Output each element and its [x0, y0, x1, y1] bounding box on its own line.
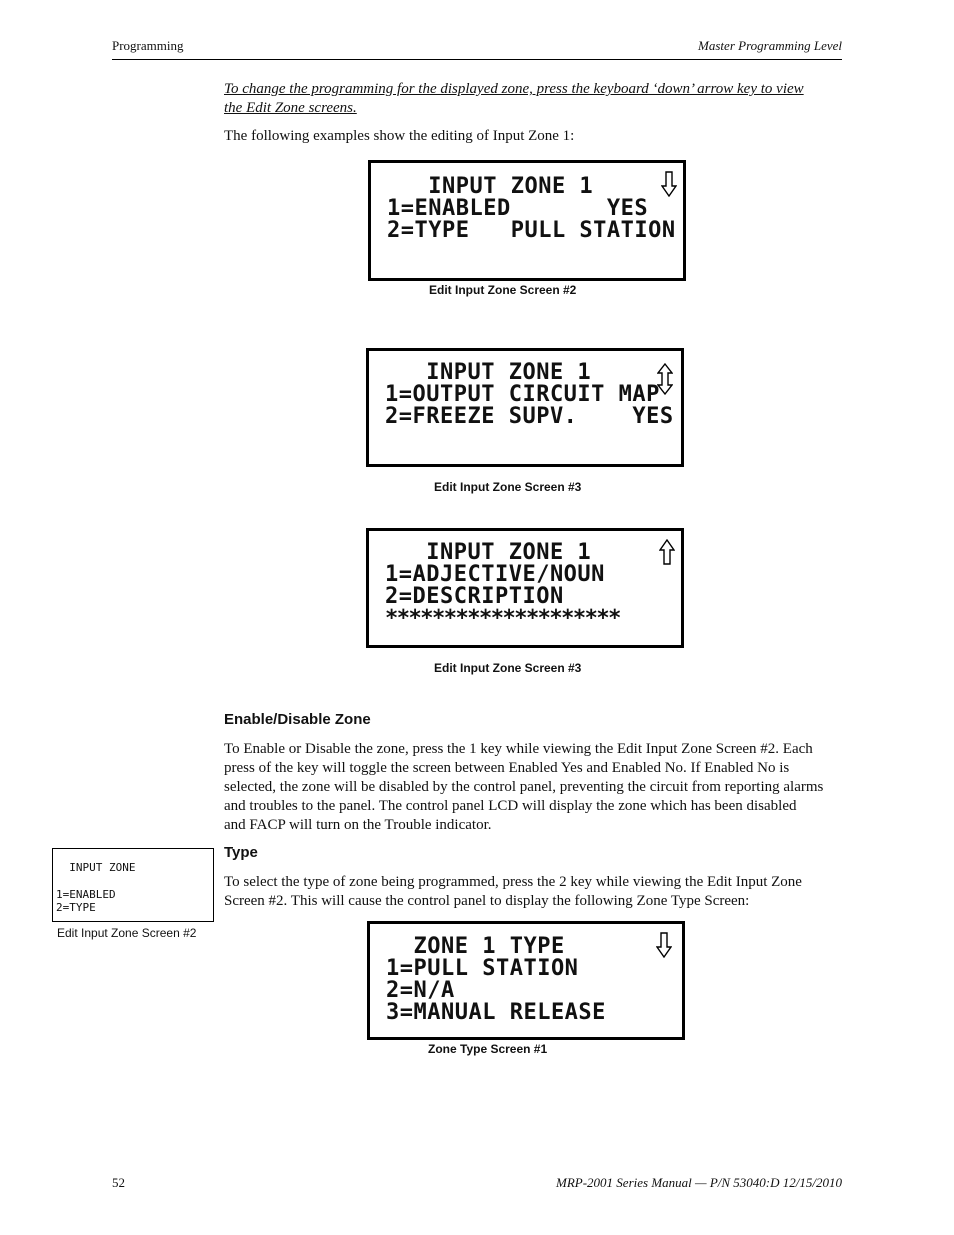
type-paragraph-line: To select the type of zone being programmed, press the 2 key while viewing the Edit Input Zone	[224, 874, 802, 890]
caption-edit-input-zone-2: Edit Input Zone Screen #2	[429, 283, 577, 297]
lcd-line: 1=OUTPUT CIRCUIT MAP	[385, 382, 660, 407]
lcd-line: ZONE 1 TYPE	[386, 934, 565, 959]
lcd-line: INPUT ZONE 1	[385, 360, 592, 385]
examples-text: The following examples show the editing of Input Zone 1:	[224, 128, 575, 144]
enable-paragraph-line: press of the key will toggle the screen between Enabled Yes and Enabled No. If Enabled No is	[224, 760, 790, 776]
caption-zone-type-1: Zone Type Screen #1	[428, 1042, 548, 1056]
lcd-screen-zone-type-1	[367, 921, 685, 1040]
header-chapter-title: Master Programming Level	[698, 38, 842, 53]
lcd-line: 1=ADJECTIVE/NOUN	[385, 562, 605, 587]
down-arrow-icon	[661, 171, 677, 197]
intro-line-2: the Edit Zone screens.	[224, 100, 357, 116]
lcd-screen-edit-input-zone-3b	[366, 528, 684, 648]
side-lcd-line: INPUT ZONE	[56, 861, 136, 874]
lcd-line: 3=MANUAL RELEASE	[386, 1000, 606, 1025]
lcd-line: 1=PULL STATION	[386, 956, 579, 981]
page-number: 52	[112, 1175, 125, 1190]
lcd-line: 2=N/A	[386, 978, 455, 1003]
side-lcd-line: 1=ENABLED	[56, 888, 116, 901]
lcd-line: ********************	[385, 606, 620, 631]
side-lcd-edit-input-zone-2	[52, 848, 214, 922]
caption-edit-input-zone-3b: Edit Input Zone Screen #3	[434, 661, 582, 675]
type-heading: Type	[224, 844, 258, 861]
caption-edit-input-zone-3a: Edit Input Zone Screen #3	[434, 480, 582, 494]
down-arrow-icon	[656, 932, 672, 958]
enable-paragraph-line: and FACP will turn on the Trouble indicator.	[224, 817, 492, 833]
enable-paragraph-line: and troubles to the panel. The control panel LCD will display the zone which has been disabled	[224, 798, 797, 814]
footer-manual-info: MRP-2001 Series Manual — P/N 53040:D 12/15/2010	[556, 1175, 842, 1190]
lcd-line: 1=ENABLED YES	[387, 196, 649, 221]
lcd-screen-edit-input-zone-2	[368, 160, 686, 281]
lcd-line: 2=TYPE PULL STATION	[387, 218, 676, 243]
up-arrow-icon	[659, 539, 675, 565]
side-lcd-line: 2=TYPE	[56, 901, 96, 914]
enable-paragraph-line: To Enable or Disable the zone, press the 1 key while viewing the Edit Input Zone Screen #2. Each	[224, 741, 813, 757]
enable-disable-heading: Enable/Disable Zone	[224, 711, 371, 728]
type-paragraph-line: Screen #2. This will cause the control panel to display the following Zone Type Screen:	[224, 893, 750, 909]
lcd-line: 2=FREEZE SUPV. YES	[385, 404, 674, 429]
header-rule	[112, 59, 842, 60]
enable-paragraph-line: selected, the zone will be disabled by the control panel, preventing the circuit from reporting alarms	[224, 779, 824, 795]
side-caption: Edit Input Zone Screen #2	[57, 926, 197, 940]
lcd-screen-edit-input-zone-3a	[366, 348, 684, 467]
intro-line-1: To change the programming for the displayed zone, press the keyboard ‘down’ arrow key to view	[224, 81, 804, 97]
header-section-title: Programming	[112, 38, 184, 53]
lcd-line: INPUT ZONE 1	[387, 174, 594, 199]
lcd-line: 2=DESCRIPTION	[385, 584, 564, 609]
up-down-arrow-icon	[657, 363, 673, 395]
lcd-line: INPUT ZONE 1	[385, 540, 592, 565]
